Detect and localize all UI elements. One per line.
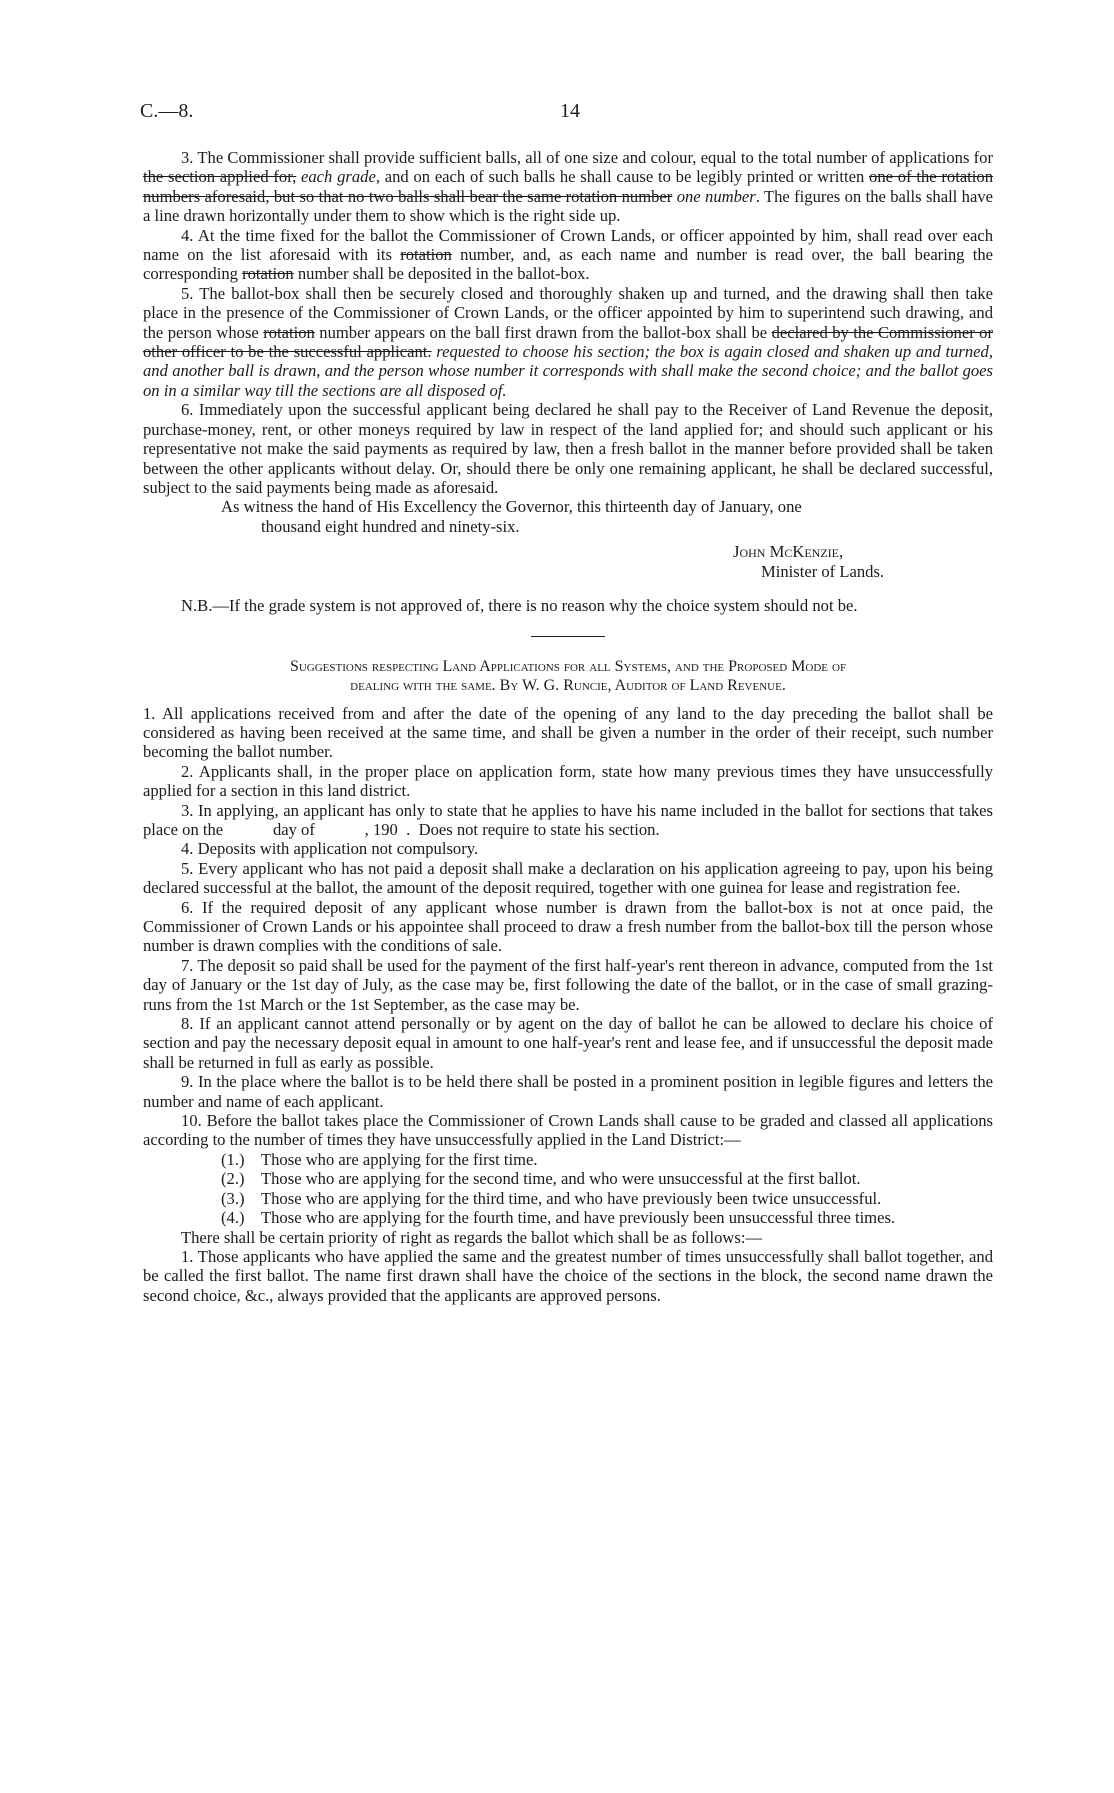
- clause-4: 4. At the time fixed for the ballot the Commissioner of Crown Lands, or officer appointed by him, shall read over each name on the list aforesaid with its rotation number, and, as each name and number is read over, the ball bearing the corresponding rotation number shall be deposited in the ballot-box.: [143, 225, 993, 284]
- signature-block: [143, 542, 993, 586]
- list-item: (4.) Those who are applying for the fourth time, and have previously been unsuccessful three times.: [221, 1208, 896, 1228]
- suggestion-6: 6. If the required deposit of any applicant whose number is drawn from the ballot-box is not at once paid, the Commissioner of Crown Lands or his appointee shall proceed to draw a fresh number from the ballot-box till the person whose number is drawn complies with the conditions of sale.: [143, 897, 993, 956]
- clause-5: 5. The ballot-box shall then be securely closed and thoroughly shaken up and turned, and the drawing shall then take place in the presence of the Commissioner of Crown Lands, or the officer appointed by him to superintend such drawing, and the person whose rotation number appears on the ball first drawn from the ballot-box shall be declared by the Commissioner or other officer to be the successful applicant. requested to choose his section; the box is again closed and shaken up and turned, and another ball is drawn, and the person whose number it corresponds with shall make the second choice; and the ballot goes on in a similar way till the sections are all disposed of.: [143, 283, 994, 400]
- page-header: [140, 100, 993, 130]
- document-reference: C.—8.: [140, 100, 194, 122]
- inserted-text: each grade: [301, 167, 376, 187]
- inserted-text: one number: [676, 186, 756, 206]
- suggestion-1: 1. All applications received from and after the date of the opening of any land to the day preceding the ballot shall be considered as having been received at the same time, and shall be given a number in the order of their receipt, such number becoming the ballot number.: [143, 703, 993, 762]
- struck-text: declared by the Commissioner or other officer to be the successful applicant.: [143, 322, 994, 362]
- list-item: (3.) Those who are applying for the third time, and who have previously been twice unsuccessful.: [221, 1188, 882, 1208]
- signatory-title: Minister of Lands.: [761, 562, 885, 582]
- struck-text: the section applied for,: [143, 167, 297, 187]
- document-body: [143, 148, 998, 1305]
- priority-1: 1. Those applicants who have applied the same and the greatest number of times unsuccessfully shall ballot together, and be called the first ballot. The name first drawn shall have the choice of the sections in the block, the second name drawn the second choice, &c., always provided that the applicants are approved persons.: [143, 1246, 993, 1305]
- suggestion-3: 3. In applying, an applicant has only to state that he applies to have his name included in the ballot for sections that takes place on the day of , 190 . Does not require to state his section.: [143, 800, 998, 839]
- list-item: (2.) Those who are applying for the second time, and who were unsuccessful at the first ballot.: [221, 1169, 861, 1189]
- signatory-name: John McKenzie,: [733, 542, 844, 562]
- nota-bene: N.B.—If the grade system is not approved of, there is no reason why the choice system should not be.: [181, 596, 858, 616]
- struck-text: rotation: [263, 322, 315, 342]
- list-item: (1.) Those who are applying for the first time.: [221, 1149, 538, 1169]
- suggestion-2: 2. Applicants shall, in the proper place on application form, state how many previous times they have unsuccessfully applied for a section in this land district.: [143, 761, 993, 801]
- priority-statement: There shall be certain priority of right as regards the ballot which shall be as follows:—: [181, 1227, 763, 1247]
- suggestion-10: 10. Before the ballot takes place the Commissioner of Crown Lands shall cause to be graded and classed all applications according to the number of times they have unsuccessfully applied in the Land District:—: [143, 1111, 993, 1150]
- struck-text: rotation: [400, 245, 452, 265]
- clause-3: 3. The Commissioner shall provide sufficient balls, all of one size and colour, equal to the total number of applications for the section applied for, each grade, and on each of such balls he shall cause to be legibly printed or written one of the rotation numbers aforesaid, but so that no two balls shall bear the same rotation number one number. The figures on the balls shall have a line drawn horizontally under them to show which is the right side up.: [143, 148, 994, 226]
- struck-text: one of the rotation numbers aforesaid, but so that no two balls shall bear the same rotation number: [143, 167, 994, 206]
- witness-clause-continued: thousand eight hundred and ninety-six.: [261, 516, 520, 536]
- suggestion-4: 4. Deposits with application not compulsory.: [181, 839, 479, 859]
- grade-list: [221, 1150, 993, 1228]
- suggestion-9: 9. In the place where the ballot is to be held there shall be posted in a prominent position in legible figures and letters the number and name of each applicant.: [143, 1072, 993, 1111]
- suggestion-7: 7. The deposit so paid shall be used for the payment of the first half-year's rent thereon in advance, computed from the 1st day of January or the 1st day of July, as the case may be, first following the date of the ballot, or in the case of small grazing-runs from the 1st March or the 1st September, as the case may be.: [143, 955, 993, 1014]
- section-divider: [531, 636, 605, 637]
- page-number: 14: [560, 100, 580, 122]
- clause-6: 6. Immediately upon the successful applicant being declared he shall pay to the Receiver of Land Revenue the deposit, purchase-money, rent, or other moneys required by law in respect of the land applied for; and should such applicant or his representative not make the said payments as required by law, then a fresh ballot in the manner before provided shall be taken between the other applicants without delay. Or, should there be only one remaining applicant, he shall be declared successful, subject to the said payments being made as aforesaid.: [143, 400, 993, 497]
- witness-clause: As witness the hand of His Excellency the Governor, this thirteenth day of January, one: [221, 497, 802, 517]
- suggestions-heading: Suggestions respecting Land Applications for all Systems, and the Proposed Mode of dealing with the same. By W. G. Runcie, Auditor of Land Revenue.: [289, 657, 847, 694]
- suggestion-8: 8. If an applicant cannot attend personally or by agent on the day of ballot he can be allowed to declare his choice of section and pay the necessary deposit equal in amount to one half-year's rent and lease fee, and if unsuccessful the deposit made shall be returned in full as early as possible.: [143, 1014, 993, 1072]
- suggestion-5: 5. Every applicant who has not paid a deposit shall make a declaration on his application agreeing to pay, upon his being declared successful at the ballot, the amount of the deposit required, together with one guinea for lease and registration fee.: [143, 858, 993, 898]
- inserted-text: requested to choose his section; the box is again closed and shaken up and turned, and another ball is drawn, and the person whose number it corresponds with shall make the second choice; and the ballot goes on in a similar way till the sections are all disposed of.: [143, 342, 993, 400]
- struck-text: rotation: [242, 264, 294, 284]
